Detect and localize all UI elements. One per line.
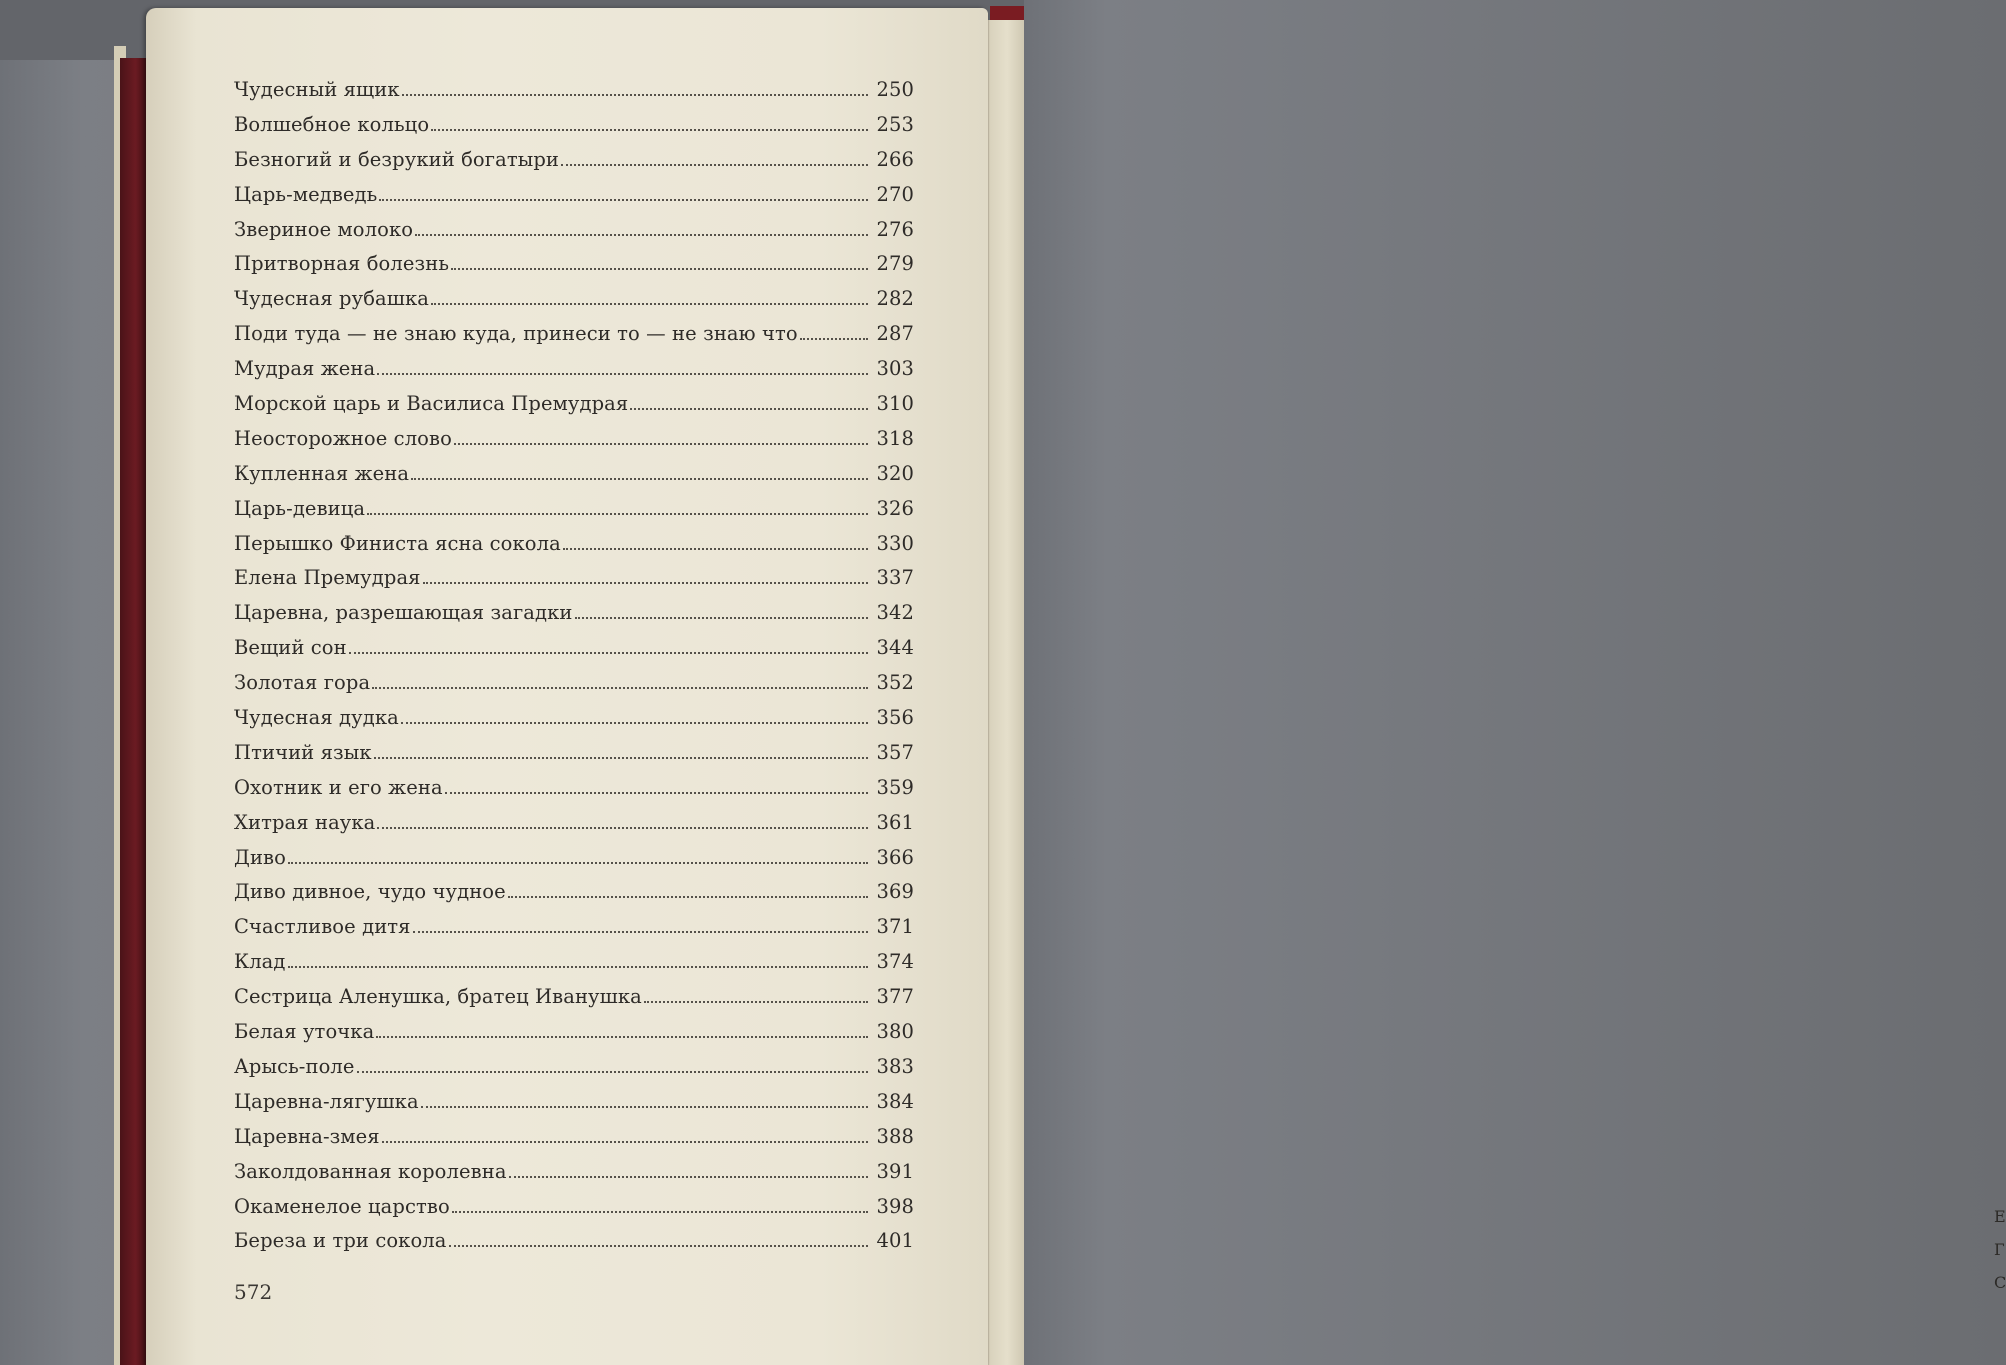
toc-dot-leader xyxy=(411,478,868,480)
toc-entry xyxy=(234,915,914,950)
toc-entry-title: Перышко Финиста ясна сокола xyxy=(234,531,561,555)
toc-dot-leader xyxy=(357,1071,868,1073)
toc-entry-page: 352 xyxy=(876,671,914,695)
toc-entry-page: 337 xyxy=(876,566,914,590)
toc-entry xyxy=(234,636,914,671)
toc-entry-title: Птичий язык xyxy=(234,740,372,764)
toc-dot-leader xyxy=(449,1245,868,1247)
toc-entry-page: 318 xyxy=(876,426,914,450)
toc-entry-title: Чудесный ящик xyxy=(234,78,400,101)
toc-dot-leader xyxy=(431,129,868,131)
toc-entry xyxy=(234,113,914,148)
toc-dot-leader xyxy=(349,652,868,654)
toc-entry-page: 253 xyxy=(876,112,914,136)
toc-entry xyxy=(234,1020,914,1055)
facing-page-letter: С xyxy=(1994,1273,2006,1292)
facing-page-letters xyxy=(1994,1200,2006,1299)
toc-entry-title: Притворная болезнь xyxy=(234,252,450,276)
toc-entry-page: 356 xyxy=(876,706,914,730)
toc-dot-leader xyxy=(421,1106,868,1108)
toc-entry-page: 398 xyxy=(876,1194,914,1218)
toc-entry-title: Чудесная рубашка xyxy=(234,287,430,311)
page-number: 572 xyxy=(234,1280,273,1304)
toc-entry xyxy=(234,357,914,392)
toc-entry xyxy=(234,1229,914,1264)
toc-dot-leader xyxy=(575,617,869,619)
toc-dot-leader xyxy=(367,513,868,515)
toc-dot-leader xyxy=(377,827,868,829)
toc-entry xyxy=(234,462,914,497)
toc-dot-leader xyxy=(415,234,868,236)
toc-entry-title: Звериное молоко xyxy=(234,217,414,241)
toc-entry xyxy=(234,1090,914,1125)
toc-entry-page: 270 xyxy=(876,182,914,206)
toc-entry-page: 279 xyxy=(876,252,914,276)
toc-entry-title: Сестрица Аленушка, братец Иванушка xyxy=(234,985,642,1009)
toc-dot-leader xyxy=(401,722,868,724)
toc-dot-leader xyxy=(630,408,868,410)
facing-page-letter: Е xyxy=(1994,1207,2006,1226)
toc-entry-title: Вещий сон xyxy=(234,636,347,660)
book-spine xyxy=(120,58,148,1365)
toc-dot-leader xyxy=(451,268,868,270)
toc-entry-page: 344 xyxy=(876,636,914,660)
toc-entry-page: 371 xyxy=(876,915,914,939)
toc-entry-title: Царевна-змея xyxy=(234,1124,380,1148)
toc-entry xyxy=(234,252,914,287)
toc-entry-title: Купленная жена xyxy=(234,461,410,485)
toc-entry-title: Морской царь и Василиса Премудрая xyxy=(234,392,629,416)
toc-entry-page: 287 xyxy=(876,322,914,346)
toc-entry-title: Волшебное кольцо xyxy=(234,112,430,136)
toc-entry-page: 303 xyxy=(876,357,914,381)
toc-entry xyxy=(234,741,914,776)
toc-entry xyxy=(234,566,914,601)
toc-entry xyxy=(234,322,914,357)
toc-entry xyxy=(234,1125,914,1160)
toc-dot-leader xyxy=(374,757,868,759)
toc-entry-title: Клад xyxy=(234,950,286,974)
toc-entry xyxy=(234,601,914,636)
toc-entry xyxy=(234,148,914,183)
toc-entry xyxy=(234,985,914,1020)
toc-dot-leader xyxy=(508,896,868,898)
toc-dot-leader xyxy=(288,862,868,864)
toc-dot-leader xyxy=(372,687,868,689)
toc-entry-page: 330 xyxy=(876,531,914,555)
facing-page-edge xyxy=(982,20,2006,1365)
toc-dot-leader xyxy=(644,1001,868,1003)
toc-entry-title: Неосторожное слово xyxy=(234,426,452,450)
toc-entry-title: Диво дивное, чудо чудное xyxy=(234,880,506,904)
toc-entry-page: 380 xyxy=(876,1020,914,1044)
toc-entry-title: Царевна-лягушка xyxy=(234,1089,419,1113)
toc-entry-page: 369 xyxy=(876,880,914,904)
toc-entry xyxy=(234,392,914,427)
toc-dot-leader xyxy=(454,443,868,445)
toc-entry-title: Золотая гора xyxy=(234,671,371,695)
toc-entry-title: Счастливое дитя xyxy=(234,915,411,939)
toc-entry-title: Елена Премудрая xyxy=(234,566,421,590)
toc-entry-title: Чудесная дудка xyxy=(234,706,399,730)
toc-entry xyxy=(234,1195,914,1230)
toc-dot-leader xyxy=(423,582,868,584)
toc-entry xyxy=(234,78,914,113)
toc-entry-title: Хитрая наука xyxy=(234,810,376,834)
toc-entry-page: 310 xyxy=(876,392,914,416)
toc-dot-leader xyxy=(431,303,868,305)
toc-entry-page: 276 xyxy=(876,217,914,241)
toc-entry-page: 361 xyxy=(876,810,914,834)
toc-entry xyxy=(234,183,914,218)
toc-dot-leader xyxy=(413,931,868,933)
toc-entry-title: Царь-девица xyxy=(234,496,366,520)
toc-entry-page: 320 xyxy=(876,461,914,485)
toc-entry-title: Окаменелое царство xyxy=(234,1194,450,1218)
toc-entry-title: Безногий и безрукий богатыри xyxy=(234,147,560,171)
toc-dot-leader xyxy=(376,1036,868,1038)
toc-entry xyxy=(234,811,914,846)
toc-dot-leader xyxy=(379,199,868,201)
toc-entry xyxy=(234,776,914,811)
toc-dot-leader xyxy=(509,1176,868,1178)
toc-entry-page: 282 xyxy=(876,287,914,311)
toc-entry-page: 250 xyxy=(876,78,914,101)
toc-entry-page: 326 xyxy=(876,496,914,520)
book-page xyxy=(146,8,988,1365)
toc-entry-title: Арысь-поле xyxy=(234,1054,355,1078)
toc-dot-leader xyxy=(800,338,868,340)
toc-dot-leader xyxy=(561,164,868,166)
toc-entry xyxy=(234,427,914,462)
toc-entry-title: Царевна, разрешающая загадки xyxy=(234,601,573,625)
toc-dot-leader xyxy=(288,966,868,968)
toc-entry-page: 384 xyxy=(876,1089,914,1113)
toc-dot-leader xyxy=(445,792,868,794)
toc-dot-leader xyxy=(377,373,868,375)
toc-entry-page: 266 xyxy=(876,147,914,171)
toc-entry xyxy=(234,1160,914,1195)
toc-entry-page: 383 xyxy=(876,1054,914,1078)
toc-entry-page: 391 xyxy=(876,1159,914,1183)
toc-entry-page: 374 xyxy=(876,950,914,974)
toc-dot-leader xyxy=(402,94,868,96)
toc-entry-title: Береза и три сокола xyxy=(234,1229,447,1253)
toc-dot-leader xyxy=(452,1211,868,1213)
table-of-contents xyxy=(234,78,914,1264)
toc-dot-leader xyxy=(563,548,868,550)
toc-entry-title: Диво xyxy=(234,845,286,869)
toc-entry-page: 357 xyxy=(876,740,914,764)
toc-entry-page: 342 xyxy=(876,601,914,625)
toc-entry xyxy=(234,532,914,567)
toc-entry xyxy=(234,671,914,706)
toc-entry-page: 366 xyxy=(876,845,914,869)
toc-entry-page: 377 xyxy=(876,985,914,1009)
toc-dot-leader xyxy=(382,1141,868,1143)
toc-entry xyxy=(234,880,914,915)
toc-entry xyxy=(234,1055,914,1090)
toc-entry-page: 401 xyxy=(876,1229,914,1253)
toc-entry xyxy=(234,287,914,322)
toc-entry-title: Белая уточка xyxy=(234,1020,375,1044)
toc-entry xyxy=(234,846,914,881)
toc-entry xyxy=(234,706,914,741)
facing-page-letter: Г xyxy=(1994,1240,2005,1259)
toc-entry xyxy=(234,497,914,532)
toc-entry-page: 388 xyxy=(876,1124,914,1148)
toc-entry-title: Царь-медведь xyxy=(234,182,378,206)
toc-entry-title: Поди туда — не знаю куда, принеси то — не знаю что xyxy=(234,322,798,346)
toc-entry-page: 359 xyxy=(876,775,914,799)
toc-entry-title: Заколдованная королевна xyxy=(234,1159,507,1183)
toc-entry-title: Охотник и его жена xyxy=(234,775,443,799)
toc-entry xyxy=(234,950,914,985)
toc-entry-title: Мудрая жена xyxy=(234,357,376,381)
toc-entry xyxy=(234,218,914,253)
